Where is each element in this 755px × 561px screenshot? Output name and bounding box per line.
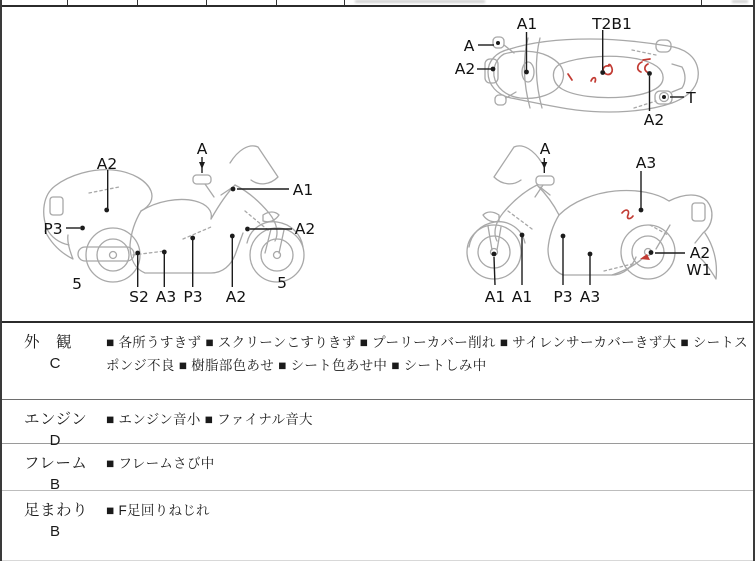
damage-code-label: A2 — [225, 288, 247, 306]
section-header — [2, 400, 106, 449]
defect-list: ■ フレームさび中 — [106, 456, 215, 471]
damage-code-label: A — [539, 140, 551, 158]
damage-code-label: A1 — [484, 288, 506, 306]
mirror-glyph — [193, 175, 211, 184]
section-header — [2, 444, 106, 493]
scooter-right-view — [452, 137, 750, 305]
damage-code-label: A3 — [155, 288, 177, 306]
damage-code-label: A1 — [516, 15, 538, 33]
damage-code-label: 5 — [72, 275, 82, 293]
tail-lamp-glyph — [50, 197, 63, 215]
damage-code-label: A2 — [689, 244, 711, 262]
damage-code-label: A — [463, 37, 475, 55]
scooter-right-view-outline — [467, 146, 716, 279]
damage-code-label: S2 — [129, 288, 149, 306]
grade-badge: B — [49, 523, 60, 540]
damage-code-label: A — [196, 140, 208, 158]
scooter-left-view — [35, 137, 320, 305]
damage-code-label: T — [686, 89, 696, 107]
damage-code-label: A2 — [643, 111, 665, 129]
grade-badge: D — [49, 432, 61, 449]
inspection-row-engine — [2, 399, 753, 449]
section-label: フレーム — [24, 455, 88, 472]
damage-code-label: P3 — [183, 288, 203, 306]
scooter-left-view-outline — [44, 146, 304, 282]
inspection-row-exterior — [2, 323, 753, 399]
damage-diagram-panel — [2, 5, 753, 323]
mirror-glyph — [536, 176, 554, 185]
inspection-row-undercarriage — [2, 490, 753, 561]
section-label: エンジン — [24, 411, 88, 428]
defect-list: ■ F足回りねじれ — [106, 503, 210, 518]
leader-lines — [477, 30, 684, 111]
tail-lamp-glyph — [692, 203, 705, 221]
damage-code-label: P3 — [43, 220, 63, 238]
damage-code-label: A1 — [292, 181, 314, 199]
damage-code-label: P3 — [553, 288, 573, 306]
damage-code-label: W1 — [686, 261, 712, 279]
scooter-top-view-outline — [485, 37, 698, 112]
grade-badge: C — [49, 355, 61, 372]
damage-code-label: A2 — [294, 220, 316, 238]
section-label: 外 観 — [24, 334, 73, 351]
damage-code-label: A2 — [454, 60, 476, 78]
cutoff-text-remnant — [732, 0, 748, 3]
damage-code-label: 5 — [277, 274, 287, 292]
damage-code-label: A1 — [511, 288, 533, 306]
damage-code-label: A3 — [635, 154, 657, 172]
section-header — [2, 491, 106, 560]
scooter-top-view — [448, 8, 748, 138]
grade-badge: B — [49, 476, 60, 493]
damage-code-label: A2 — [96, 155, 118, 173]
cutoff-text-remnant — [355, 0, 485, 3]
inspection-row-frame — [2, 443, 753, 493]
section-label: 足まわり — [24, 502, 89, 519]
damage-code-label: T2B1 — [592, 15, 632, 33]
defect-list: ■ 各所うすきず ■ スクリーンこすりきず ■ プーリーカバー削れ ■ サイレンサーカバーきず大 ■ シートスポンジ不良 ■ 樹脂部色あせ ■ シート色あせ中 ■ シートしみ中 — [106, 335, 748, 373]
section-header — [2, 323, 106, 399]
damage-code-label: A3 — [579, 288, 601, 306]
damage-marks-red — [568, 59, 650, 82]
defect-list: ■ エンジン音小 ■ ファイナル音大 — [106, 412, 313, 427]
